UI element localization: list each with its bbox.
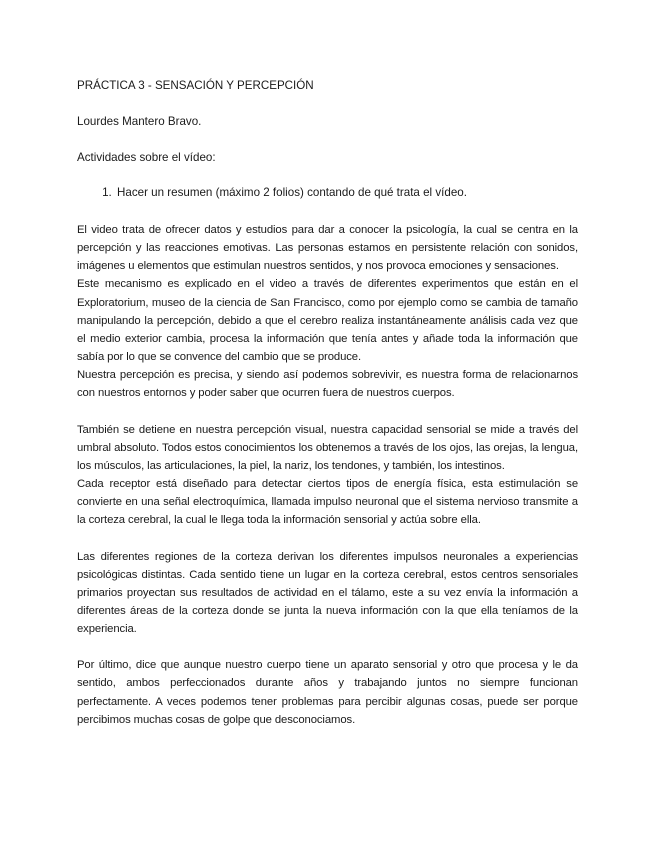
task-list xyxy=(77,186,578,200)
document-title: PRÁCTICA 3 - SENSACIÓN Y PERCEPCIÓN xyxy=(77,79,314,92)
paragraph: También se detiene en nuestra percepción visual, nuestra capacidad sensorial se mide a través del umbral absoluto. Todos estos conocimientos los obtenemos a través de los ojos, las orejas, la lengua, los músculos, las articulaciones, la piel, la nariz, los tendones, y también, los intestinos. xyxy=(77,423,578,472)
summary-body xyxy=(77,221,578,729)
paragraph: Cada receptor está diseñado para detectar ciertos tipos de energía física, esta estimulación se convierte en una señal electroquímica, llamada impulso neuronal que el sistema nervioso transmite a la corteza cerebral, la cual le llega toda la información sensorial y actúa sobre ella. xyxy=(77,478,578,527)
paragraph: Este mecanismo es explicado en el video a través de diferentes experimentos que están en el Exploratorium, museo de la ciencia de San Francisco, como por ejemplo como se cambia de tamaño manipulando la percepción, debido a que el cerebro realiza instantáneamente análisis cada vez que el medio exterior cambia, procesa la información que tenía antes y añade toda la información que sabía por lo que se convence del cambio que se produce. xyxy=(77,278,578,364)
paragraph: Las diferentes regiones de la corteza derivan los diferentes impulsos neuronales a experiencias psicológicas distintas. Cada sentido tiene un lugar en la corteza cerebral, estos centros sensoriales primarios proyectan sus resultados de actividad en el tálamo, este a su vez envía la información a diferentes áreas de la corteza donde se junta la nueva información con la que ella teníamos de la experiencia. xyxy=(77,550,578,636)
task-item: 1. Hacer un resumen (máximo 2 folios) contando de qué trata el vídeo. xyxy=(115,186,578,200)
paragraph: Nuestra percepción es precisa, y siendo así podemos sobrevivir, es nuestra forma de relacionarnos con nuestros entornos y poder saber que ocurren fuera de nuestros cuerpos. xyxy=(77,369,578,400)
paragraph: Por último, dice que aunque nuestro cuerpo tiene un aparato sensorial y otro que procesa y le da sentido, ambos perfeccionados durante años y trabajando juntos no siempre funcionan perfectamente. A veces podemos tener problemas para percibir algunas cosas, puede ser porque percibimos muchas cosas de golpe que desconociamos. xyxy=(77,659,578,726)
activities-label: Actividades sobre el vídeo: xyxy=(77,151,216,164)
paragraph: El video trata de ofrecer datos y estudios para dar a conocer la psicología, la cual se centra en la percepción y las reacciones emotivas. Las personas estamos en persistente relación con sonidos, imágenes u elementos que estimulan nuestros sentidos, y nos provoca emociones y sensaciones. xyxy=(77,224,578,273)
author-name: Lourdes Mantero Bravo. xyxy=(77,115,202,128)
